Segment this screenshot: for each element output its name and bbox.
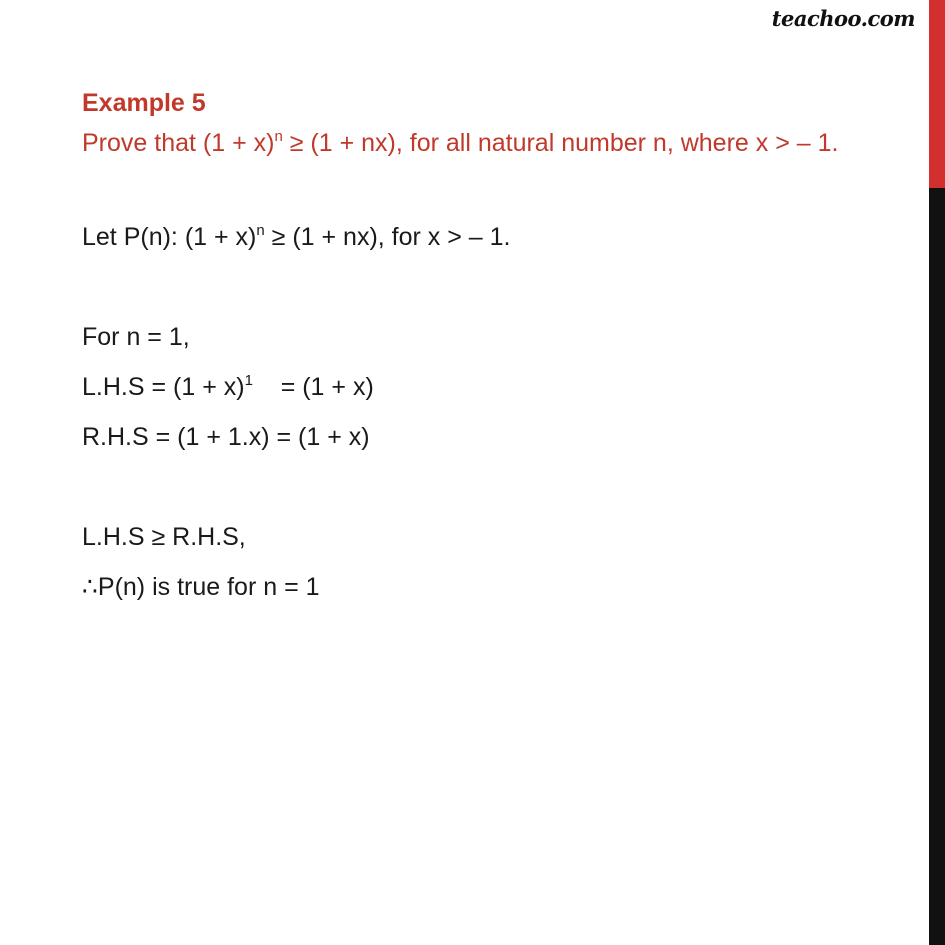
side-decoration-bar xyxy=(929,0,945,945)
lhs-exponent: 1 xyxy=(244,372,253,389)
let-exponent: n xyxy=(256,222,265,239)
conclusion-line: ∴P(n) is true for n = 1 xyxy=(82,573,320,601)
example-title: Example 5 xyxy=(82,89,206,117)
for-n-line: For n = 1, xyxy=(82,323,190,351)
side-accent-bar xyxy=(929,0,945,188)
let-statement xyxy=(82,212,902,262)
question-suffix: ≥ (1 + nx), for all natural number n, where x > – 1. xyxy=(282,129,839,157)
lhs-prefix: L.H.S = (1 + x) xyxy=(82,373,245,401)
question-text xyxy=(82,124,897,162)
spacer xyxy=(82,462,902,512)
lhs-line xyxy=(82,362,902,412)
spacer xyxy=(82,162,902,212)
let-suffix: ≥ (1 + nx), for x > – 1. xyxy=(264,223,511,251)
rhs-line: R.H.S = (1 + 1.x) = (1 + x) xyxy=(82,423,370,451)
slide-content xyxy=(82,84,902,612)
question-exponent: n xyxy=(274,128,283,145)
compare-line: L.H.S ≥ R.H.S, xyxy=(82,523,246,551)
teachoo-logo: teachoo.com xyxy=(771,6,915,31)
let-prefix: Let P(n): (1 + x) xyxy=(82,223,257,251)
question-prefix: Prove that (1 + x) xyxy=(82,129,275,157)
spacer xyxy=(82,262,902,312)
lhs-suffix: = (1 + x) xyxy=(252,373,374,401)
